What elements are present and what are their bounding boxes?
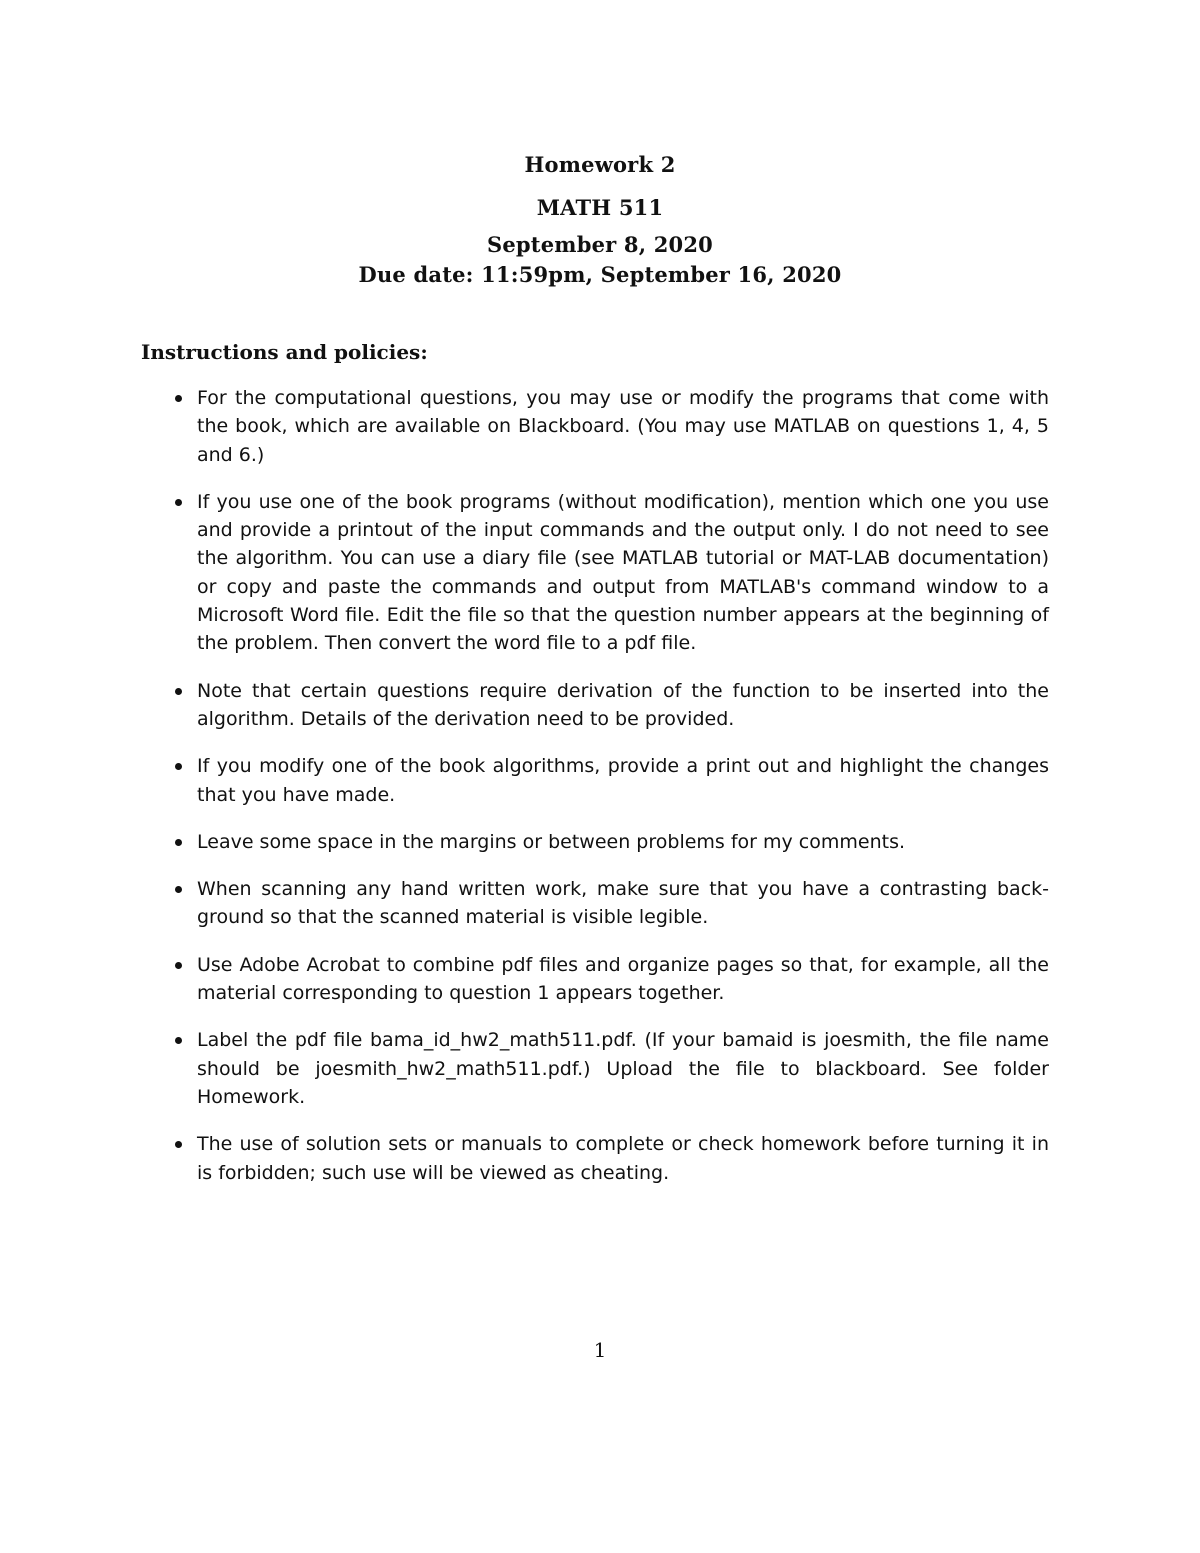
assignment-date: September 8, 2020	[487, 232, 713, 257]
instruction-item	[197, 384, 1049, 469]
instruction-text: Use Adobe Acrobat to combine pdf files and organize pages so that, for example, all the material corresponding to question 1 appears together.	[197, 953, 1049, 1005]
instruction-text: Leave some space in the margins or between problems for my comments.	[197, 830, 906, 853]
instruction-item	[197, 875, 1049, 932]
bullet-icon	[175, 688, 182, 695]
bullet-icon	[175, 962, 182, 969]
instruction-item	[197, 951, 1049, 1008]
instruction-item	[197, 677, 1049, 734]
bullet-icon	[175, 1037, 182, 1044]
instruction-item	[197, 752, 1049, 809]
instruction-text: When scanning any hand written work, make sure that you have a contrasting back-ground so that the scanned material is visible legible.	[197, 878, 1049, 929]
instruction-item	[197, 1130, 1049, 1187]
homework-title: Homework 2	[524, 152, 676, 177]
bullet-icon	[175, 763, 182, 770]
instruction-item	[197, 1026, 1049, 1111]
bullet-icon	[175, 886, 182, 893]
instruction-text: For the computational questions, you may use or modify the programs that come with the book, which are available on Blackboard. (You may use MATLAB on questions 1, 4, 5 and 6.)	[197, 387, 1049, 466]
instruction-text: Note that certain questions require derivation of the function to be inserted into the algorithm. Details of the derivation need to be provided.	[197, 679, 1049, 730]
instruction-text: If you modify one of the book algorithms, provide a print out and highlight the changes that you have made.	[197, 755, 1049, 806]
instruction-text: If you use one of the book programs (without modification), mention which one you use and provide a printout of the input commands and the output only. I do not need to see the algorithm. You can use a diary file (see MATLAB tutorial or MAT-LAB documentation) or copy and paste the commands and output from MATLAB's command window to a Microsoft Word file. Edit the file so that the question number appears at the beginning of the problem. Then convert the word file to a pdf file.	[197, 490, 1049, 655]
bullet-icon	[175, 499, 182, 506]
bullet-icon	[175, 395, 182, 402]
instruction-text: Label the pdf file bama_id_hw2_math511.pdf. (If your bamaid is joesmith, the file name should be joesmith_hw2_math511.pdf.) Upload the file to blackboard. See folder Homework.	[197, 1029, 1049, 1108]
instruction-text: The use of solution sets or manuals to complete or check homework before turning it in is forbidden; such use will be viewed as cheating.	[197, 1133, 1049, 1184]
bullet-icon	[175, 839, 182, 846]
bullet-icon	[175, 1141, 182, 1148]
instruction-item	[197, 488, 1049, 658]
page-number: 1	[593, 1338, 607, 1362]
due-date: Due date: 11:59pm, September 16, 2020	[358, 262, 842, 287]
course-title: MATH 511	[536, 195, 664, 220]
instruction-item	[197, 828, 1049, 856]
instructions-heading: Instructions and policies:	[141, 340, 428, 364]
instructions-list	[197, 384, 1049, 1206]
